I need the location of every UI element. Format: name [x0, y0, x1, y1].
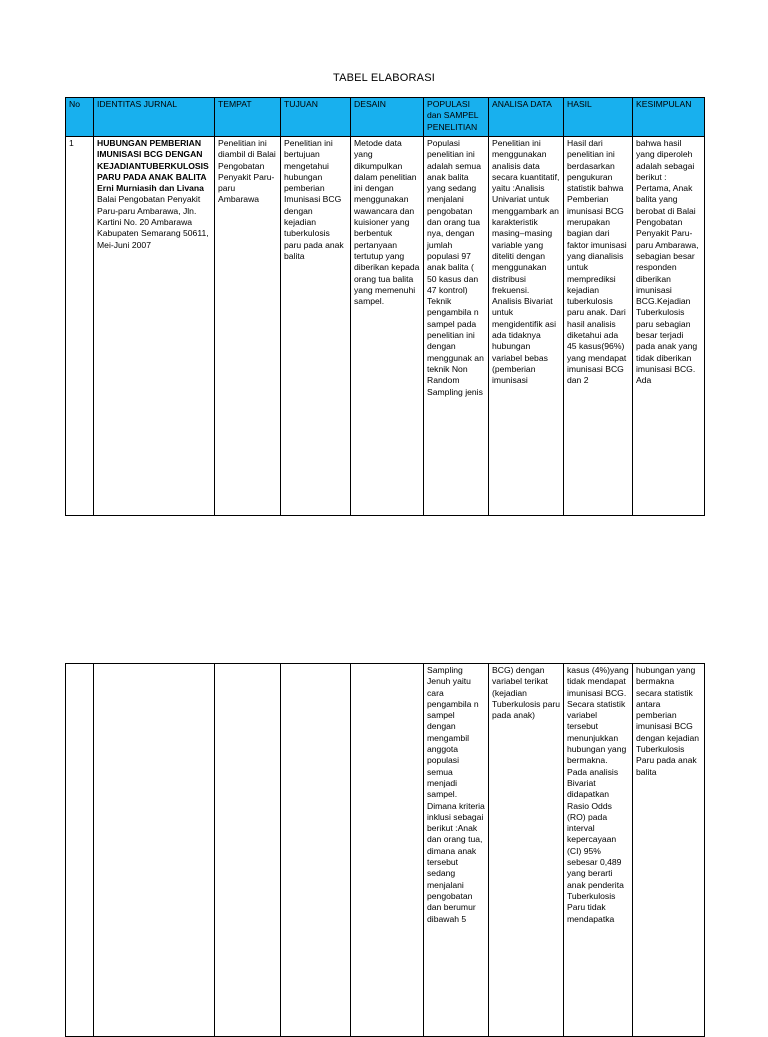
header-desain: DESAIN — [351, 98, 424, 137]
cell-tujuan: Penelitian ini bertujuan mengetahui hubungan pemberian Imunisasi BCG dengan kejadian tuberkulosis paru pada anak balita — [281, 137, 351, 516]
header-kesimpulan: KESIMPULAN — [633, 98, 705, 137]
cell-tujuan — [281, 664, 351, 1037]
header-identitas: IDENTITAS JURNAL — [94, 98, 215, 137]
cell-no — [66, 664, 94, 1037]
header-tujuan: TUJUAN — [281, 98, 351, 137]
header-hasil: HASIL — [564, 98, 633, 137]
cell-desain — [351, 664, 424, 1037]
cell-hasil: Hasil dari penelitian ini berdasarkan pengukuran statistik bahwa Pemberian imunisasi BCG merupakan bagian dari faktor imunisasi yang dianalisis untuk memprediksi kejadian tuberkulosis paru anak. Dari hasil analisis diketahui ada 45 kasus(96%) yang mendapat imunisasi BCG dan 2 — [564, 137, 633, 516]
page-title: TABEL ELABORASI — [332, 72, 436, 84]
journal-source: Balai Pengobatan Penyakit Paru-paru Ambarawa, Jln. Kartini No. 20 Ambarawa Kabupaten Semarang 50611, Mei-Juni 2007 — [97, 194, 209, 250]
header-populasi: POPULASI dan SAMPEL PENELITIAN — [424, 98, 489, 137]
cell-desain: Metode data yang dikumpulkan dalam penelitian ini dengan menggunakan wawancara dan kuisioner yang berbentuk pertanyaan tertutup yang diberikan kepada orang tua balita yang memenuhi sampel. — [351, 137, 424, 516]
header-tempat: TEMPAT — [215, 98, 281, 137]
cell-identitas — [94, 664, 215, 1037]
table-row — [66, 137, 705, 516]
cell-identitas — [94, 137, 215, 516]
table-row — [66, 664, 705, 1037]
journal-authors: Erni Murniasih dan Livana — [97, 183, 204, 194]
cell-hasil: kasus (4%)yang tidak mendapat imunisasi BCG. Secara statistik variabel tersebut menunjukkan hubungan yang bermakna. Pada analisis Bivariat didapatkan Rasio Odds (RO) pada interval kepercayaan (CI) 95% sebesar 0,489 yang berarti anak penderita Tuberkulosis Paru tidak mendapatka — [564, 664, 633, 1037]
cell-populasi: Populasi penelitian ini adalah semua anak balita yang sedang menjalani pengobatan dan orang tua nya, dengan jumlah populasi 97 anak balita ( 50 kasus dan 47 kontrol) Teknik pengambila n sampel pada penelitian ini dengan menggunak an teknik Non Random Sampling jenis — [424, 137, 489, 516]
elaboration-table-continued — [65, 663, 705, 1037]
cell-no: 1 — [66, 137, 94, 516]
cell-tempat: Penelitian ini diambil di Balai Pengobatan Penyakit Paru-paru Ambarawa — [215, 137, 281, 516]
header-analisa: ANALISA DATA — [489, 98, 564, 137]
cell-kesimpulan: bahwa hasil yang diperoleh adalah sebagai berikut : Pertama, Anak balita yang berobat di Balai Pengobatan Penyakit Paru- paru Ambarawa, sebagian besar responden diberikan imunisasi BCG.Kejadian Tuberkulosis paru sebagian besar terjadi pada anak yang tidak diberikan imunisasi BCG. Ada — [633, 137, 705, 516]
cell-kesimpulan: hubungan yang bermakna secara statistik antara pemberian imunisasi BCG dengan kejadian Tuberkulosis Paru pada anak balita — [633, 664, 705, 1037]
cell-analisa: BCG) dengan variabel terikat (kejadian Tuberkulosis paru pada anak) — [489, 664, 564, 1037]
cell-analisa: Penelitian ini menggunakan analisis data secara kuantitatif, yaitu :Analisis Univariat untuk menggambark an karakteristik masing–masing variable yang diteliti dengan menggunakan distribusi frekuensi. Analisis Bivariat untuk mengidentifik asi ada tidaknya hubungan variabel bebas (pemberian imunisasi — [489, 137, 564, 516]
cell-tempat — [215, 664, 281, 1037]
cell-populasi: Sampling Jenuh yaitu cara pengambila n sampel dengan mengambil anggota populasi semua menjadi sampel. Dimana kriteria inklusi sebagai berikut :Anak dan orang tua, dimana anak tersebut sedang menjalani pengobatan dan berumur dibawah 5 — [424, 664, 489, 1037]
table-header-row — [66, 98, 705, 137]
journal-title: HUBUNGAN PEMBERIAN IMUNISASI BCG DENGAN KEJADIANTUBERKULOSIS PARU PADA ANAK BALITA — [97, 138, 209, 182]
header-no: No — [66, 98, 94, 137]
elaboration-table — [65, 97, 705, 516]
